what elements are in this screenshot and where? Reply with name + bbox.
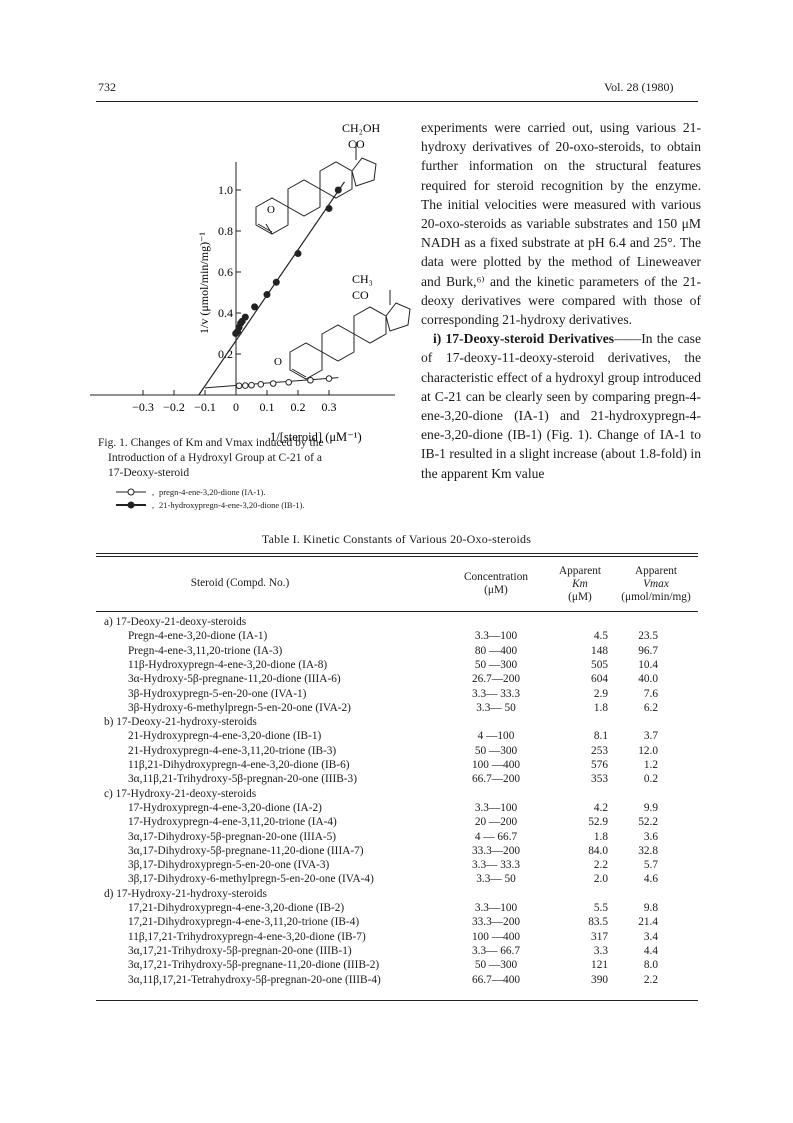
km-cell: 253 — [591, 744, 608, 757]
concentration-cell: 66.7—400 — [471, 973, 520, 986]
table-row — [0, 931, 793, 945]
table-top-rule-1 — [96, 553, 698, 554]
open-data-point — [258, 382, 264, 388]
vmax-cell: 3.6 — [643, 830, 658, 843]
paragraph-1: experiments were carried out, using various 21-hydroxy derivatives of 20-oxo-steroids, to obtain further information on the structural features required for steroid recognition by the enzyme. The initial velocities were measured with various 20-oxo-steroids as variable substrates and 150 μM NADH as a fixed substrate at pH 6.4 and 25°. The data were plotted by the method of Lineweaver and Burk,⁶⁾ and the kinetic parameters of the 21-deoxy derivatives were compared with those of corresponding 21-hydroxy derivatives. — [421, 120, 701, 328]
concentration-cell: 50 —300 — [474, 959, 518, 972]
x-tick-label: −0.3 — [132, 400, 154, 414]
compound-name-cell: 3β-Hydroxypregn-5-en-20-one (IVA-1) — [128, 687, 307, 700]
concentration-cell: 20 —200 — [474, 816, 518, 829]
vmax-cell: 5.7 — [643, 859, 658, 872]
vmax-cell: 32.8 — [638, 844, 658, 857]
table-section-header: b) 17-Deoxy-21-hydroxy-steroids — [104, 716, 257, 729]
table-row — [0, 859, 793, 873]
km-cell: 390 — [591, 973, 608, 986]
compound-name-cell: 17-Hydroxypregn-4-ene-3,20-dione (IA-2) — [128, 801, 322, 814]
ch3-label: CH₃ — [352, 272, 373, 286]
compound-name-cell: 3α,17,21-Trihydroxy-5β-pregnane-11,20-dione (IIIB-2) — [128, 959, 380, 972]
compound-name-cell: 17,21-Dihydroxypregn-4-ene-3,20-dione (IB-2) — [128, 902, 345, 914]
body-text — [421, 118, 701, 483]
ch2oh-label: CH₂OH — [342, 121, 381, 135]
concentration-cell: 3.3— 33.3 — [471, 859, 520, 872]
x-tick-label: 0.2 — [290, 400, 306, 414]
compound-name-cell: 11β,17,21-Trihydroxypregn-4-ene-3,20-dione (IB-7) — [128, 930, 366, 943]
vmax-cell: 8.0 — [643, 959, 658, 972]
concentration-cell: 3.3— 33.3 — [471, 687, 520, 700]
km-cell: 2.0 — [593, 873, 608, 886]
concentration-cell: 4 —100 — [477, 730, 515, 743]
steroid-structure-ib1 — [256, 142, 376, 234]
km-cell: 317 — [591, 930, 608, 943]
table-row — [0, 759, 793, 773]
table-row — [0, 630, 793, 644]
concentration-cell: 3.3—100 — [474, 902, 518, 914]
vmax-cell: 4.4 — [643, 944, 658, 957]
concentration-cell: 3.3—100 — [474, 630, 518, 643]
vmax-cell: 10.4 — [638, 658, 658, 671]
compound-name-cell: 3β,17-Dihydroxypregn-5-en-20-one (IVA-3) — [128, 859, 330, 872]
table-row — [0, 702, 793, 716]
vmax-cell: 2.2 — [643, 973, 658, 986]
km-cell: 2.2 — [593, 859, 608, 872]
vmax-cell: 9.8 — [643, 902, 658, 914]
compound-name-cell: 3α,17-Dihydroxy-5β-pregnane-11,20-dione (IIIA-7) — [128, 844, 364, 857]
table-top-rule-2 — [96, 556, 698, 557]
compound-name-cell: Pregn-4-ene-3,11,20-trione (IA-3) — [128, 644, 283, 657]
km-cell: 52.9 — [588, 816, 608, 829]
concentration-cell: 3.3— 50 — [476, 701, 516, 714]
compound-name-cell: 3β-Hydroxy-6-methylpregn-5-en-20-one (IVA-2) — [128, 701, 351, 714]
table-row — [0, 688, 793, 702]
table-bottom-rule — [96, 1000, 698, 1001]
open-data-point — [243, 383, 249, 389]
col-header-steroid: Steroid (Compd. No.) — [190, 577, 290, 589]
table-section-header: c) 17-Hydroxy-21-deoxy-steroids — [104, 787, 257, 800]
table-header-rule — [96, 611, 698, 612]
table-row — [0, 673, 793, 687]
table-section-header: a) 17-Deoxy-21-deoxy-steroids — [104, 616, 247, 628]
legend-filled: , 21-hydroxypregn-4-ene-3,20-dione (IB-1). — [116, 499, 416, 512]
open-data-point — [326, 376, 332, 382]
concentration-cell: 100 —400 — [471, 759, 520, 771]
vmax-cell: 6.2 — [643, 701, 658, 714]
compound-name-cell: 3α,17,21-Trihydroxy-5β-pregnan-20-one (IIIB-1) — [128, 944, 352, 957]
paragraph-2: i) 17-Deoxy-steroid Derivatives——In the case of 17-deoxy-11-deoxy-steroid derivatives, the characteristic effect of a hydroxyl group introduced at C-21 can be clearly seen by comparing pregn-4-ene-3,20-dione (IA-1) and 21-hydroxypregn-4-ene-3,20-dione (IB-1) (Fig. 1). Change of IA-1 to IB-1 resulted in a slight increase (about 1.8-fold) in the apparent Km value — [421, 331, 701, 481]
concentration-cell: 3.3— 66.7 — [471, 944, 520, 957]
table-row — [0, 773, 793, 787]
figure-legend — [116, 486, 416, 512]
x-tick-label: 0.1 — [259, 400, 275, 414]
co-label-bottom: CO — [352, 288, 369, 302]
table-row — [0, 902, 793, 916]
filled-data-point — [326, 205, 332, 211]
vmax-cell: 40.0 — [638, 673, 658, 686]
concentration-cell: 4 — 66.7 — [474, 830, 518, 843]
table-row — [0, 645, 793, 659]
compound-name-cell: 11β-Hydroxypregn-4-ene-3,20-dione (IA-8) — [128, 658, 328, 671]
km-cell: 121 — [591, 959, 608, 972]
vmax-cell: 21.4 — [638, 916, 658, 929]
figure-1 — [90, 112, 420, 462]
filled-data-point — [295, 251, 301, 257]
col-header-km: Apparent Km (μM) — [558, 565, 602, 603]
y-tick-label: 0.6 — [218, 265, 233, 279]
y-tick-label: 0.4 — [218, 306, 233, 320]
table-row — [0, 945, 793, 959]
table-section-header: d) 17-Hydroxy-21-hydroxy-steroids — [104, 887, 267, 900]
concentration-cell: 50 —300 — [474, 744, 518, 757]
open-data-point — [236, 383, 242, 389]
legend-open: , pregn-4-ene-3,20-dione (IA-1). — [116, 486, 416, 499]
km-cell: 2.9 — [593, 687, 608, 700]
compound-name-cell: 3α,17-Dihydroxy-5β-pregnan-20-one (IIIA-5) — [128, 830, 337, 843]
vmax-cell: 3.4 — [643, 930, 658, 943]
vmax-cell: 9.9 — [643, 801, 658, 814]
compound-name-cell: 11β,21-Dihydroxypregn-4-ene-3,20-dione (IB-6) — [128, 759, 350, 771]
km-cell: 4.2 — [593, 801, 608, 814]
caption-line-3: 17-Deoxy-steroid — [108, 467, 190, 479]
table-row — [0, 745, 793, 759]
col-header-vmax: Apparent Vmax (μmol/min/mg) — [621, 565, 691, 603]
concentration-cell: 26.7—200 — [471, 673, 520, 686]
table-row — [0, 845, 793, 859]
filled-circle-icon — [116, 500, 146, 510]
vmax-cell: 12.0 — [638, 744, 658, 757]
col-header-concentration: Concentration (μM) — [464, 571, 528, 596]
compound-name-cell: 3β,17-Dihydroxy-6-methylpregn-5-en-20-one (IVA-4) — [128, 873, 374, 886]
compound-name-cell: Pregn-4-ene-3,20-dione (IA-1) — [128, 630, 268, 643]
open-data-point — [270, 381, 276, 387]
open-data-point — [308, 377, 314, 383]
concentration-cell: 66.7—200 — [471, 773, 520, 786]
km-cell: 8.1 — [593, 730, 608, 743]
compound-name-cell: 3α,11β,21-Trihydroxy-5β-pregnan-20-one (IIIB-3) — [128, 773, 357, 786]
y-tick-label: 0.8 — [218, 224, 233, 238]
y-tick-label: 0.2 — [218, 347, 233, 361]
concentration-cell: 100 —400 — [471, 930, 520, 943]
concentration-cell: 33.3—200 — [471, 844, 520, 857]
steroid-structure-ia1 — [290, 290, 410, 379]
open-data-point — [249, 382, 255, 388]
km-cell: 84.0 — [588, 844, 608, 857]
table-row — [0, 730, 793, 744]
km-cell: 4.5 — [593, 630, 608, 643]
compound-name-cell: 17-Hydroxypregn-4-ene-3,11,20-trione (IA-4) — [128, 816, 337, 829]
journal-volume: Vol. 28 (1980) — [604, 80, 674, 94]
y-axis-label: 1/v (μmol/min/mg)⁻¹ — [197, 231, 211, 334]
km-cell: 3.3 — [593, 944, 608, 957]
km-cell: 576 — [591, 759, 608, 771]
concentration-cell: 33.3—200 — [471, 916, 520, 929]
km-cell: 148 — [591, 644, 608, 657]
filled-data-point — [252, 304, 258, 310]
x-tick-label: −0.1 — [194, 400, 216, 414]
km-cell: 505 — [591, 658, 608, 671]
filled-data-point — [242, 314, 248, 320]
concentration-cell: 80 —400 — [474, 644, 518, 657]
table-row — [0, 974, 793, 988]
concentration-cell: 3.3—100 — [474, 801, 518, 814]
table-row — [0, 831, 793, 845]
concentration-cell: 50 —300 — [474, 658, 518, 671]
x-tick-label: −0.2 — [163, 400, 185, 414]
compound-name-cell: 21-Hydroxypregn-4-ene-3,20-dione (IB-1) — [128, 730, 322, 743]
open-circle-icon — [116, 487, 146, 497]
header-rule — [96, 101, 698, 102]
table-row — [0, 659, 793, 673]
km-cell: 5.5 — [593, 902, 608, 914]
vmax-cell: 3.7 — [643, 730, 658, 743]
caption-line-2: Introduction of a Hydroxyl Group at C-21 of a — [108, 452, 322, 464]
km-cell: 1.8 — [593, 830, 608, 843]
x-axis-label: 1/[steroid] (μM⁻¹) — [270, 430, 362, 444]
filled-data-point — [335, 187, 341, 193]
table-row — [0, 916, 793, 930]
oxygen-label-bottom: O — [274, 356, 282, 368]
y-tick-label: 1.0 — [218, 183, 233, 197]
km-cell: 604 — [591, 673, 608, 686]
filled-data-point — [273, 279, 279, 285]
table-row — [0, 959, 793, 973]
caption-line-1: Fig. 1. Changes of Km and Vmax induced by the — [98, 437, 324, 449]
compound-name-cell: 21-Hydroxypregn-4-ene-3,11,20-trione (IB-3) — [128, 744, 337, 757]
compound-name-cell: 3α-Hydroxy-5β-pregnane-11,20-dione (IIIA-6) — [128, 673, 341, 686]
vmax-cell: 7.6 — [643, 687, 658, 700]
table-title: Table I. Kinetic Constants of Various 20-Oxo-steroids — [261, 532, 532, 546]
compound-name-cell: 17,21-Dihydroxypregn-4-ene-3,11,20-trione (IB-4) — [128, 916, 360, 929]
km-cell: 1.8 — [593, 701, 608, 714]
vmax-cell: 0.2 — [643, 773, 658, 786]
table-row — [0, 873, 793, 887]
vmax-cell: 4.6 — [643, 873, 658, 886]
km-cell: 83.5 — [588, 916, 608, 929]
open-data-point — [286, 379, 292, 385]
x-tick-label: 0.3 — [321, 400, 337, 414]
page-number: 732 — [98, 80, 116, 94]
vmax-cell: 1.2 — [643, 759, 658, 771]
compound-name-cell: 3α,11β,17,21-Tetrahydroxy-5β-pregnan-20-one (IIIB-4) — [128, 973, 381, 986]
vmax-cell: 23.5 — [638, 630, 658, 643]
table-body — [0, 616, 793, 1016]
vmax-cell: 52.2 — [638, 816, 658, 829]
vmax-cell: 96.7 — [638, 644, 658, 657]
concentration-cell: 3.3— 50 — [476, 873, 516, 886]
table-row — [0, 802, 793, 816]
filled-data-point — [264, 292, 270, 298]
oxygen-label-top: O — [267, 204, 275, 216]
x-tick-label: 0 — [233, 400, 239, 414]
section-heading: i) 17-Deoxy-steroid Derivatives — [433, 331, 615, 347]
co-label-top: CO — [348, 137, 365, 151]
figure-caption — [98, 436, 398, 481]
table-row — [0, 816, 793, 830]
km-cell: 353 — [591, 773, 608, 786]
